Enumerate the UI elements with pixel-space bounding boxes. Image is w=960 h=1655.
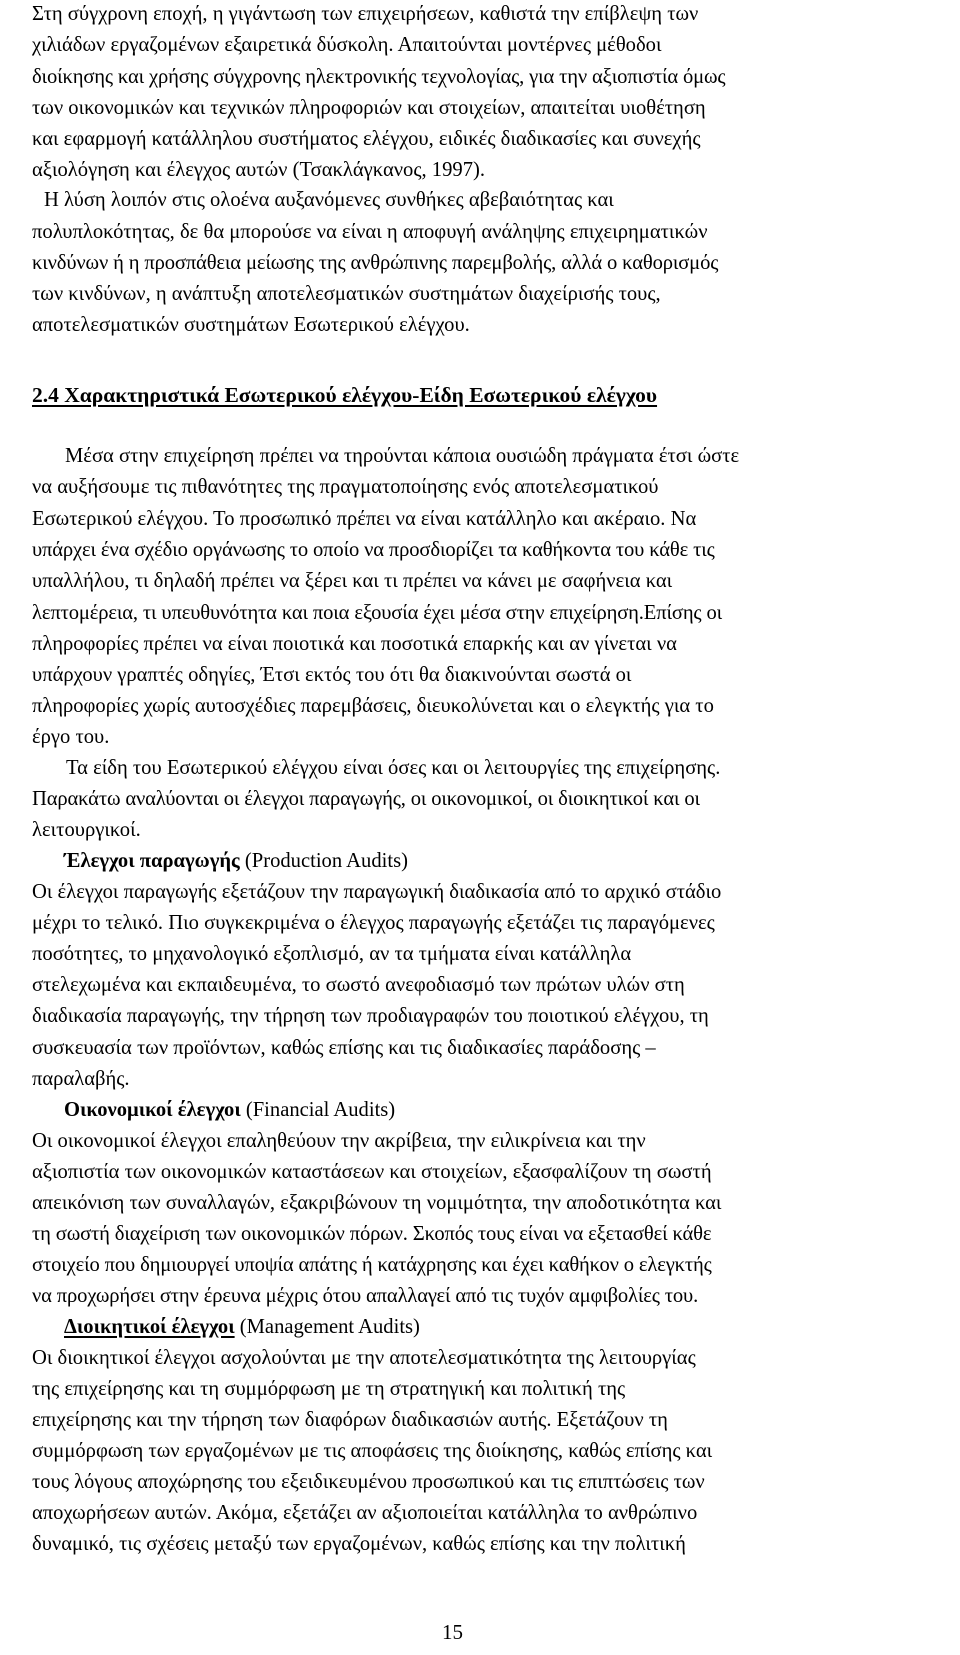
production-audits-line: διαδικασία παραγωγής, την τήρηση των προδιαγραφών του ποιοτικού ελέγχου, τη [32,1005,709,1027]
page-number: 15 [442,1620,463,1644]
paragraph-3-line: πληροφορίες πρέπει να είναι ποιοτικά και ποσοτικά επαρκής και αν γίνεται να [32,633,677,655]
paragraph-3-line: υπάρχουν γραπτές οδηγίες, Έτσι εκτός του ότι θα διακινούνται σωστά οι [32,664,632,686]
financial-audits-heading [64,1096,395,1124]
production-audits-heading [64,847,408,875]
production-audits-line: Οι έλεγχοι παραγωγής εξετάζουν την παραγωγική διαδικασία από το αρχικό στάδιο [32,881,722,903]
financial-audits-line: στοιχείο που δημιουργεί υποψία απάτης ή κατάχρησης και έχει καθήκον ο ελεγκτής [32,1254,712,1276]
management-audits-line: τους λόγους αποχώρησης του εξειδικευμένου προσωπικού και τις επιπτώσεις των [32,1471,705,1493]
production-audits-english: (Production Audits) [244,850,408,872]
paragraph-2-line: κινδύνων ή η προσπάθεια μείωσης της ανθρώπινης παρεμβολής, αλλά ο καθορισμός [32,252,719,274]
management-audits-line: συμμόρφωση των εργαζομένων με τις αποφάσεις της διοίκησης, καθώς επίσης και [32,1440,713,1462]
production-audits-title: Έλεγχοι παραγωγής [64,850,240,872]
paragraph-3-line: Εσωτερικού ελέγχου. Το προσωπικό πρέπει να είναι κατάλληλο και ακέραιο. Να [32,508,697,530]
financial-audits-title: Οικονομικοί έλεγχοι [64,1099,241,1121]
paragraph-1-line: διοίκησης και χρήσης σύγχρονης ηλεκτρονικής τεχνολογίας, για την αξιοπιστία όμως [32,66,726,88]
paragraph-1-line: χιλιάδων εργαζομένων εξαιρετικά δύσκολη. Απαιτούνται μοντέρνες μέθοδοι [32,34,662,56]
paragraph-2-line: Η λύση λοιπόν στις ολοένα αυξανόμενες συνθήκες αβεβαιότητας και [44,189,614,211]
paragraph-2-line: αποτελεσματικών συστημάτων Εσωτερικού ελέγχου. [32,314,470,336]
paragraph-1-line: των οικονομικών και τεχνικών πληροφοριών και στοιχείων, απαιτείται υιοθέτηση [32,97,706,119]
paragraph-1-line: Στη σύγχρονη εποχή, η γιγάντωση των επιχειρήσεων, καθιστά την επίβλεψη των [32,3,699,25]
paragraph-3-line: υπάρχει ένα σχέδιο οργάνωσης το οποίο να προσδιορίζει τα καθήκοντα του κάθε τις [32,539,715,561]
paragraph-3-line: Μέσα στην επιχείρηση πρέπει να τηρούνται κάποια ουσιώδη πράγματα έτσι ώστε [65,445,740,467]
financial-audits-line: τη σωστή διαχείριση των οικονομικών πόρων. Σκοπός τους είναι να εξετασθεί κάθε [32,1223,712,1245]
financial-audits-line: Οι οικονομικοί έλεγχοι επαληθεύουν την ακρίβεια, την ειλικρίνεια και την [32,1130,646,1152]
paragraph-2-line: πολυπλοκότητας, δε θα μπορούσε να είναι η αποφυγή ανάληψης επιχειρηματικών [32,221,708,243]
paragraph-4-line: Παρακάτω αναλύονται οι έλεγχοι παραγωγής, οι οικονομικοί, οι διοικητικοί και οι [32,788,700,810]
financial-audits-line: να προχωρήσει στην έρευνα μέχρις ότου απαλλαγεί από τις τυχόν αμφιβολίες του. [32,1285,699,1307]
management-audits-heading [64,1313,420,1341]
production-audits-line: συσκευασία των προϊόντων, καθώς επίσης και τις διαδικασίες παράδοσης – [32,1037,656,1059]
paragraph-4-line: λειτουργικοί. [32,819,141,841]
paragraph-3-line: πληροφορίες χωρίς αυτοσχέδιες παρεμβάσεις, διευκολύνεται και ο ελεγκτής για το [32,695,714,717]
document-page [32,0,928,1655]
paragraph-3-line: έργο του. [32,726,110,748]
management-audits-line: Οι διοικητικοί έλεγχοι ασχολούνται με την αποτελεσματικότητα της λειτουργίας [32,1347,696,1369]
financial-audits-english: (Financial Audits) [245,1099,396,1121]
paragraph-1-line: αξιολόγηση και έλεγχος αυτών (Τσακλάγκανος, 1997). [32,159,486,181]
production-audits-line: μέχρι το τελικό. Πιο συγκεκριμένα ο έλεγχος παραγωγής εξετάζει τις παραγόμενες [32,912,715,934]
management-audits-title: Διοικητικοί έλεγχοι [64,1316,235,1338]
management-audits-line: αποχωρήσεων αυτών. Ακόμα, εξετάζει αν αξιοποιείται κατάλληλα το ανθρώπινο [32,1502,698,1524]
management-audits-english: (Management Audits) [239,1316,420,1338]
financial-audits-line: απεικόνιση των συναλλαγών, εξακριβώνουν τη νομιμότητα, την αποδοτικότητα και [32,1192,722,1214]
management-audits-line: επιχείρησης και την τήρηση των διαφόρων διαδικασιών αυτής. Εξετάζουν τη [32,1409,668,1431]
paragraph-3-line: υπαλλήλου, τι δηλαδή πρέπει να ξέρει και τι πρέπει να κάνει με σαφήνεια και [32,570,673,592]
production-audits-line: παραλαβής. [32,1068,130,1090]
management-audits-line: της επιχείρησης και τη συμμόρφωση με τη στρατηγική και πολιτική της [32,1378,626,1400]
paragraph-4-line: Τα είδη του Εσωτερικού ελέγχου είναι όσες και οι λειτουργίες της επιχείρησης. [66,757,721,779]
management-audits-line: δυναμικό, τις σχέσεις μεταξύ των εργαζομένων, καθώς επίσης και την πολιτική [32,1533,686,1555]
production-audits-line: ποσότητες, το μηχανολογικό εξοπλισμό, αν τα τμήματα είναι κατάλληλα [32,943,632,965]
production-audits-line: στελεχωμένα και εκπαιδευμένα, το σωστό ανεφοδιασμό των πρώτων υλών στη [32,974,685,996]
paragraph-1-line: και εφαρμογή κατάλληλου συστήματος ελέγχου, ειδικές διαδικασίες και συνεχής [32,128,701,150]
paragraph-3-line: να αυξήσουμε τις πιθανότητες της πραγματοποίησης ενός αποτελεσματικού [32,476,659,498]
paragraph-3-line: λεπτομέρεια, τι υπευθυνότητα και ποια εξουσία έχει μέσα στην επιχείρηση.Επίσης οι [32,602,722,624]
paragraph-2-line: των κινδύνων, η ανάπτυξη αποτελεσματικών συστημάτων διαχείρισής τους, [32,283,661,305]
financial-audits-line: αξιοπιστία των οικονομικών καταστάσεων και στοιχείων, εξασφαλίζουν τη σωστή [32,1161,712,1183]
section-heading: 2.4 Χαρακτηριστικά Εσωτερικού ελέγχου-Είδη Εσωτερικού ελέγχου [32,383,658,407]
